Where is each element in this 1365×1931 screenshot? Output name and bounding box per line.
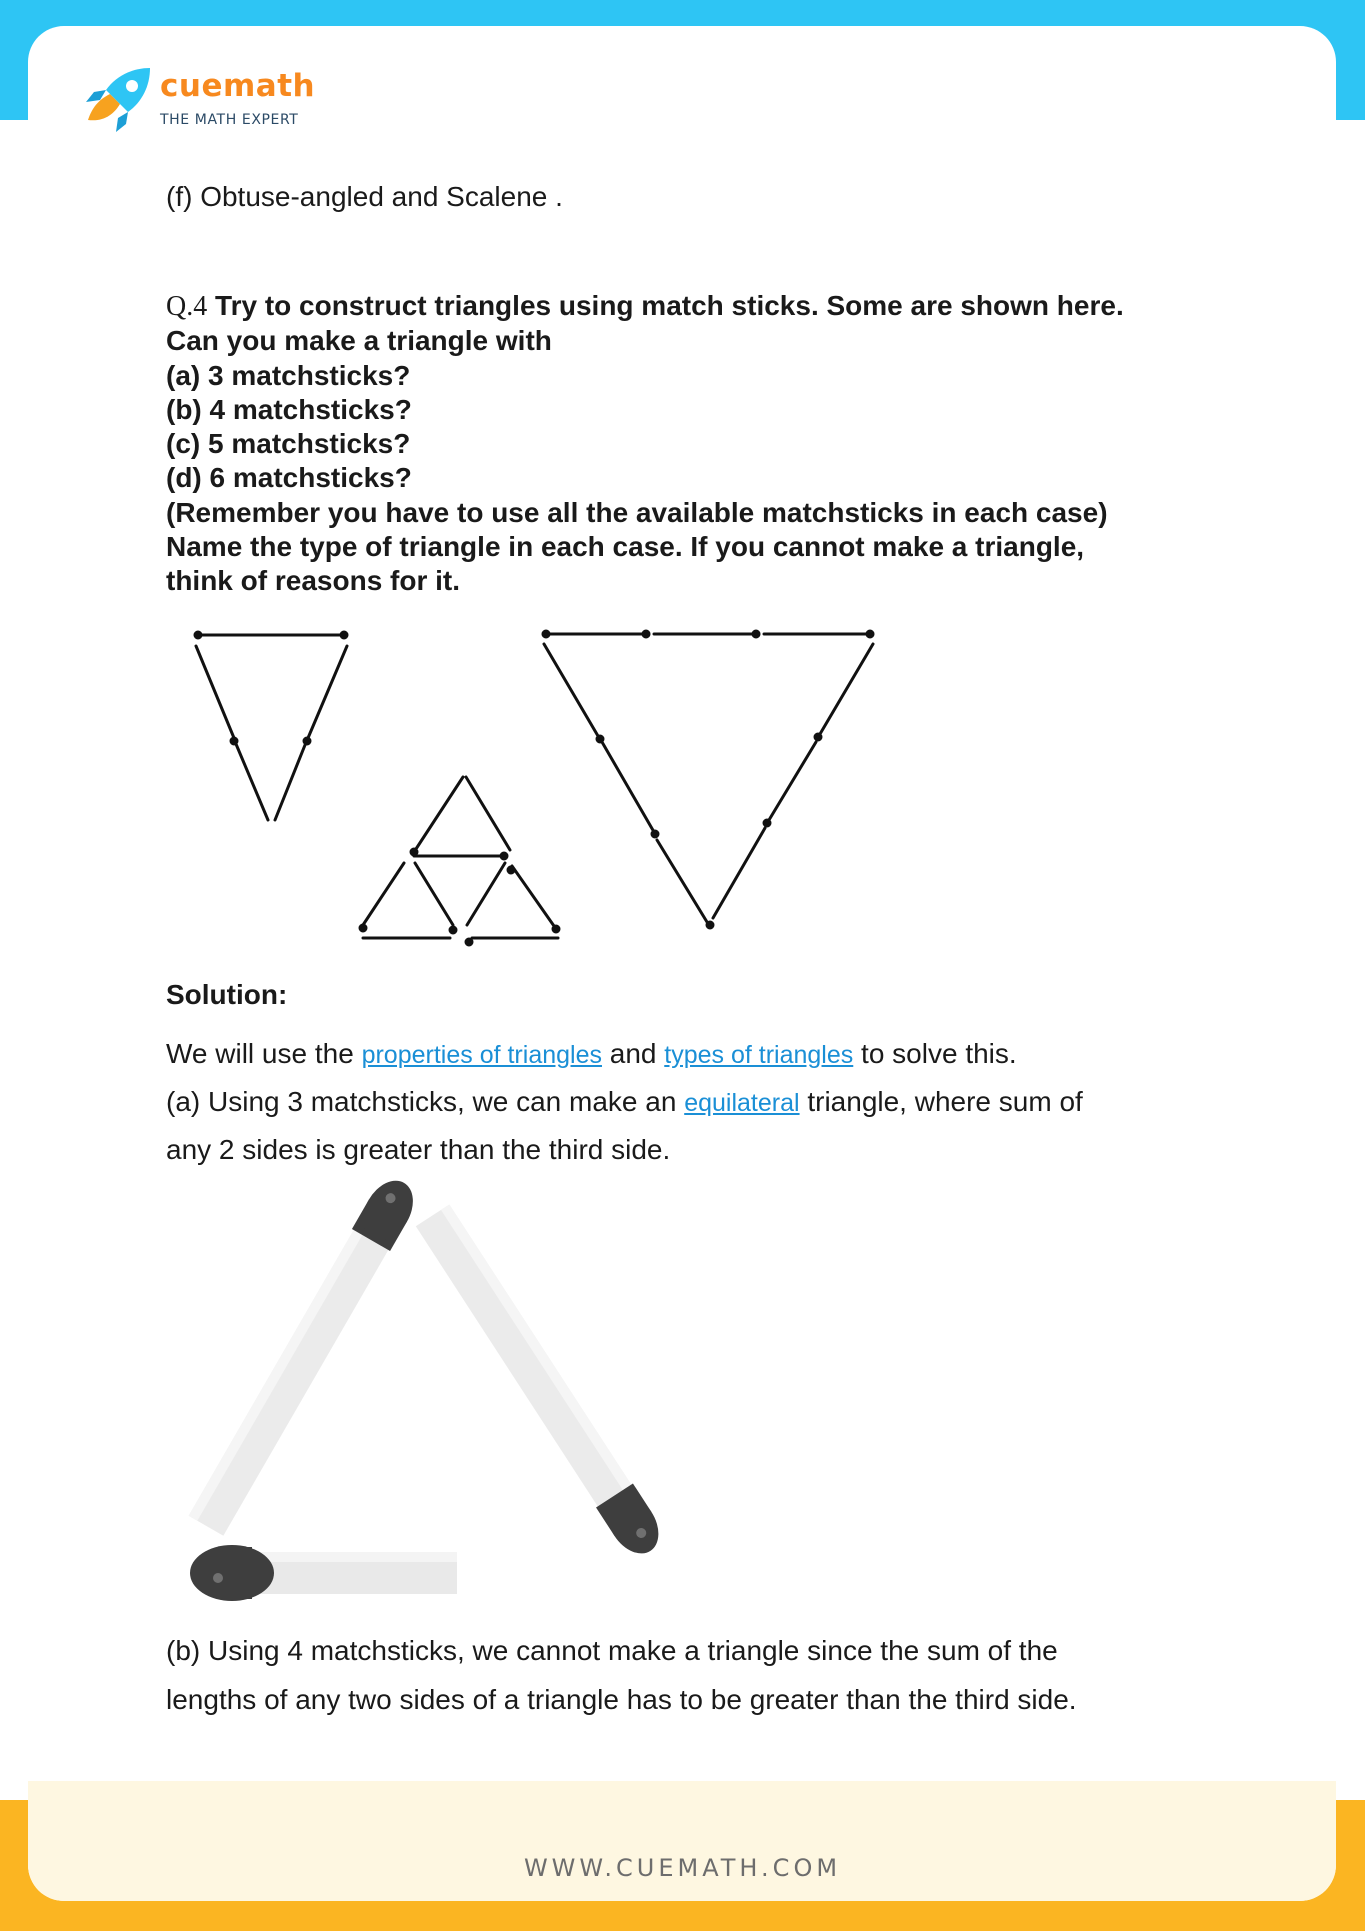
intro-suffix: to solve this. xyxy=(861,1038,1017,1069)
part-b-line1: (b) Using 4 matchsticks, we cannot make a triangle since the sum of the xyxy=(166,1635,1058,1666)
question-line: (b) 4 matchsticks? xyxy=(166,393,412,425)
question-number: Q.4 xyxy=(166,291,208,322)
question-line: (c) 5 matchsticks? xyxy=(166,428,411,460)
previous-answer: (f) Obtuse-angled and Scalene . xyxy=(166,181,563,212)
part-a-suffix: triangle, where sum of xyxy=(807,1086,1083,1117)
footer-band xyxy=(28,1781,1336,1901)
properties-of-triangles-link[interactable]: properties of triangles xyxy=(361,1041,602,1069)
solution-part-a xyxy=(166,1078,1083,1127)
types-of-triangles-link[interactable]: types of triangles xyxy=(664,1041,854,1069)
part-b-line2: lengths of any two sides of a triangle has to be greater than the third side. xyxy=(166,1684,1077,1715)
intro-prefix: We will use the xyxy=(166,1038,354,1069)
question-line: Can you make a triangle with xyxy=(166,325,552,357)
solution-intro xyxy=(166,1030,1017,1079)
part-a-prefix: (a) Using 3 matchsticks, we can make an xyxy=(166,1086,677,1117)
intro-middle: and xyxy=(609,1038,657,1069)
question-line: (d) 6 matchsticks? xyxy=(166,462,412,494)
brand-tagline: THE MATH EXPERT xyxy=(160,112,299,128)
matchstick-triangles-figure xyxy=(180,620,900,950)
brand-name: cuemath xyxy=(160,68,316,104)
footer-url[interactable]: WWW.CUEMATH.COM xyxy=(523,1854,842,1882)
question-block xyxy=(166,289,1124,599)
question-line: Name the type of triangle in each case. If you cannot make a triangle, xyxy=(166,531,1085,563)
question-line: (Remember you have to use all the available matchsticks in each case) xyxy=(166,496,1108,528)
question-line: Try to construct triangles using match sticks. Some are shown here. xyxy=(215,290,1124,321)
matchstick-equilateral-illustration xyxy=(160,1170,690,1610)
rocket-logo-icon xyxy=(76,64,156,134)
equilateral-link[interactable]: equilateral xyxy=(684,1089,800,1117)
part-a-line2: any 2 sides is greater than the third side. xyxy=(166,1134,671,1165)
question-line: (a) 3 matchsticks? xyxy=(166,359,411,391)
question-line: think of reasons for it. xyxy=(166,565,461,597)
solution-title: Solution: xyxy=(166,979,288,1010)
